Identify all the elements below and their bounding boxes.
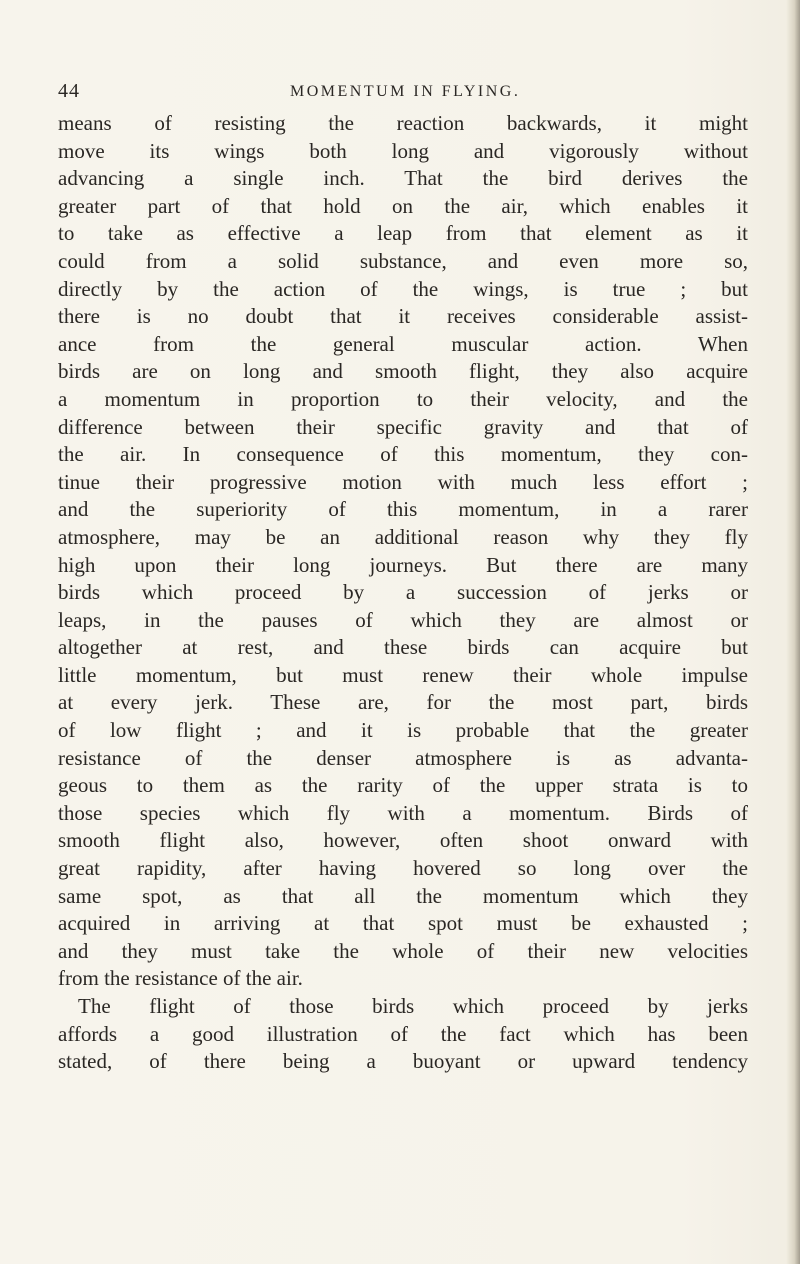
text-line: from the resistance of the air. (58, 966, 303, 991)
text-line: affords a good illustration of the fact which has been (58, 1021, 748, 1046)
text-line: great rapidity, after having hovered so long over the (58, 856, 748, 881)
text-line: of low flight ; and it is probable that the greater (58, 718, 748, 743)
text-line: at every jerk. These are, for the most part, birds (58, 690, 748, 715)
text-line: could from a solid substance, and even more so, (58, 248, 748, 273)
text-line: acquired in arriving at that spot must be exhausted ; (58, 911, 748, 936)
text-line: advancing a single inch. That the bird derives the (58, 166, 748, 191)
text-line: atmosphere, may be an additional reason why they fly (58, 524, 748, 549)
text-line: the air. In consequence of this momentum, they con- (58, 442, 748, 467)
text-line: high upon their long journeys. But there are many (58, 552, 748, 577)
text-line: geous to them as the rarity of the upper strata is to (58, 773, 748, 798)
text-line: little momentum, but must renew their whole impulse (58, 662, 748, 687)
text-line: tinue their progressive motion with much less effort ; (58, 469, 748, 494)
text-line: means of resisting the reaction backwards, it might (58, 111, 748, 135)
text-line: greater part of that hold on the air, which enables it (58, 193, 748, 218)
text-line: to take as effective a leap from that element as it (58, 221, 748, 246)
text-line: and they must take the whole of their new velocities (58, 938, 748, 963)
text-line: there is no doubt that it receives considerable assist- (58, 304, 748, 329)
text-line: move its wings both long and vigorously without (58, 138, 748, 163)
text-line: a momentum in proportion to their velocity, and the (58, 386, 748, 411)
page-header (58, 80, 748, 108)
text-line: altogether at rest, and these birds can acquire but (58, 635, 748, 660)
text-line: leaps, in the pauses of which they are almost or (58, 607, 748, 632)
running-head: MOMENTUM IN FLYING. (290, 83, 521, 100)
text-line: ance from the general muscular action. When (58, 331, 748, 356)
text-line: The flight of those birds which proceed by jerks (78, 994, 748, 1018)
text-line: birds which proceed by a succession of jerks or (58, 580, 748, 605)
text-line: directly by the action of the wings, is true ; but (58, 276, 748, 301)
text-line: stated, of there being a buoyant or upward tendency (58, 1049, 748, 1074)
page-edge-shadow (786, 0, 800, 1264)
text-line: resistance of the denser atmosphere is as advanta- (58, 745, 748, 770)
body-text (58, 110, 748, 1076)
text-line: difference between their specific gravity and that of (58, 414, 748, 439)
text-line: and the superiority of this momentum, in a rarer (58, 497, 748, 522)
text-line: those species which fly with a momentum. Birds of (58, 800, 748, 825)
page-number: 44 (58, 80, 80, 102)
text-line: birds are on long and smooth flight, they also acquire (58, 359, 748, 384)
text-line: same spot, as that all the momentum which they (58, 883, 748, 908)
text-line: smooth flight also, however, often shoot onward with (58, 828, 748, 853)
